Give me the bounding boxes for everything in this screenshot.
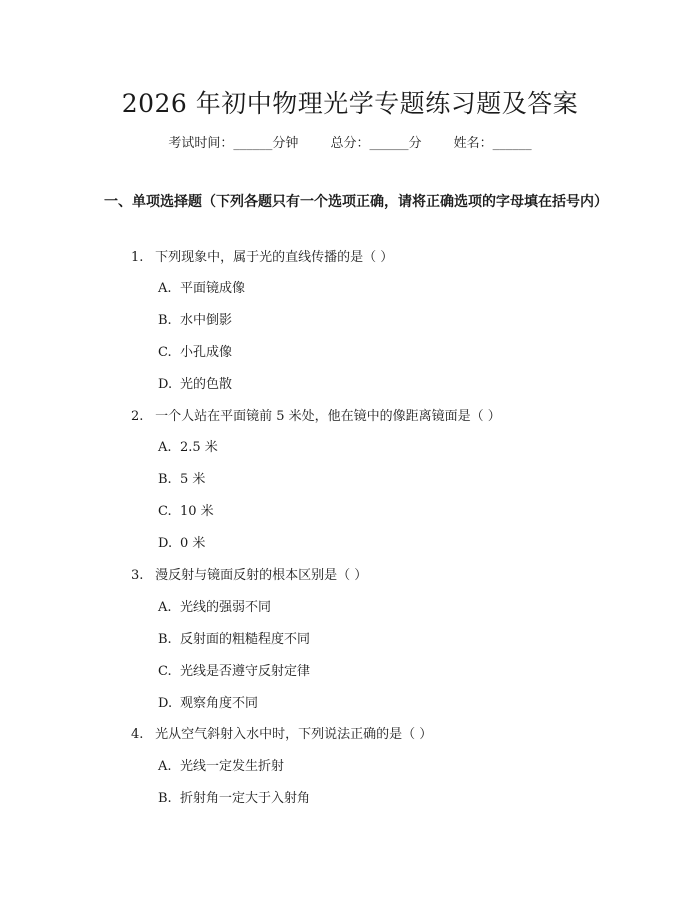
- exam-info: [0, 132, 700, 151]
- option-text: 观察角度不同: [180, 696, 259, 711]
- option-letter: A.: [158, 440, 172, 455]
- option-text: 光的色散: [180, 377, 233, 392]
- option-2b: [158, 468, 205, 487]
- total-score-field: 总分：______分: [330, 136, 422, 151]
- option-3a: [158, 596, 271, 615]
- option-text: 平面镜成像: [180, 281, 246, 296]
- option-text: 光线的强弱不同: [180, 600, 272, 615]
- question-3: [131, 564, 367, 583]
- option-text: 折射角一定大于入射角: [180, 791, 311, 806]
- question-text: 光从空气斜射入水中时，下列说法正确的是（ ）: [155, 727, 433, 742]
- option-4b: [158, 787, 310, 806]
- question-number: 4.: [131, 727, 144, 742]
- option-text: 2.5 米: [180, 440, 218, 455]
- question-2: [131, 405, 501, 424]
- option-text: 光线一定发生折射: [180, 759, 285, 774]
- question-number: 3.: [131, 568, 144, 583]
- student-name-field: 姓名：______: [453, 136, 532, 151]
- exam-time-field: 考试时间：______分钟: [168, 136, 299, 151]
- option-1b: [158, 309, 232, 328]
- option-letter: A.: [158, 281, 172, 296]
- question-number: 1.: [131, 250, 144, 265]
- page-title: 2026 年初中物理光学专题练习题及答案: [121, 89, 579, 118]
- option-text: 小孔成像: [180, 345, 233, 360]
- option-3d: [158, 692, 258, 711]
- option-2d: [158, 532, 205, 551]
- question-text: 漫反射与镜面反射的根本区别是（ ）: [155, 568, 368, 583]
- option-2a: [158, 436, 218, 455]
- option-letter: B.: [158, 472, 172, 487]
- option-1d: [158, 373, 232, 392]
- question-4: [131, 723, 432, 742]
- option-text: 反射面的粗糙程度不同: [180, 632, 311, 647]
- question-text: 一个人站在平面镜前 5 米处，他在镜中的像距离镜面是（ ）: [155, 409, 501, 424]
- option-letter: B.: [158, 632, 172, 647]
- option-1a: [158, 277, 245, 296]
- option-2c: [158, 500, 214, 519]
- option-letter: A.: [158, 759, 172, 774]
- question-text: 下列现象中，属于光的直线传播的是（ ）: [155, 250, 394, 265]
- option-text: 光线是否遵守反射定律: [180, 664, 311, 679]
- option-letter: A.: [158, 600, 172, 615]
- option-text: 水中倒影: [180, 313, 233, 328]
- option-letter: C.: [158, 664, 172, 679]
- option-letter: C.: [158, 345, 172, 360]
- option-letter: D.: [158, 377, 173, 392]
- option-3c: [158, 660, 310, 679]
- question-1: [131, 246, 393, 265]
- option-text: 5 米: [180, 472, 206, 487]
- option-letter: C.: [158, 504, 172, 519]
- option-letter: D.: [158, 696, 173, 711]
- option-3b: [158, 628, 310, 647]
- option-text: 10 米: [180, 504, 214, 519]
- option-letter: B.: [158, 313, 172, 328]
- section-heading: 一、单项选择题（下列各题只有一个选项正确，请将正确选项的字母填在括号内）: [104, 194, 608, 210]
- option-letter: B.: [158, 791, 172, 806]
- question-number: 2.: [131, 409, 144, 424]
- option-1c: [158, 341, 232, 360]
- option-letter: D.: [158, 536, 173, 551]
- option-4a: [158, 755, 284, 774]
- option-text: 0 米: [180, 536, 206, 551]
